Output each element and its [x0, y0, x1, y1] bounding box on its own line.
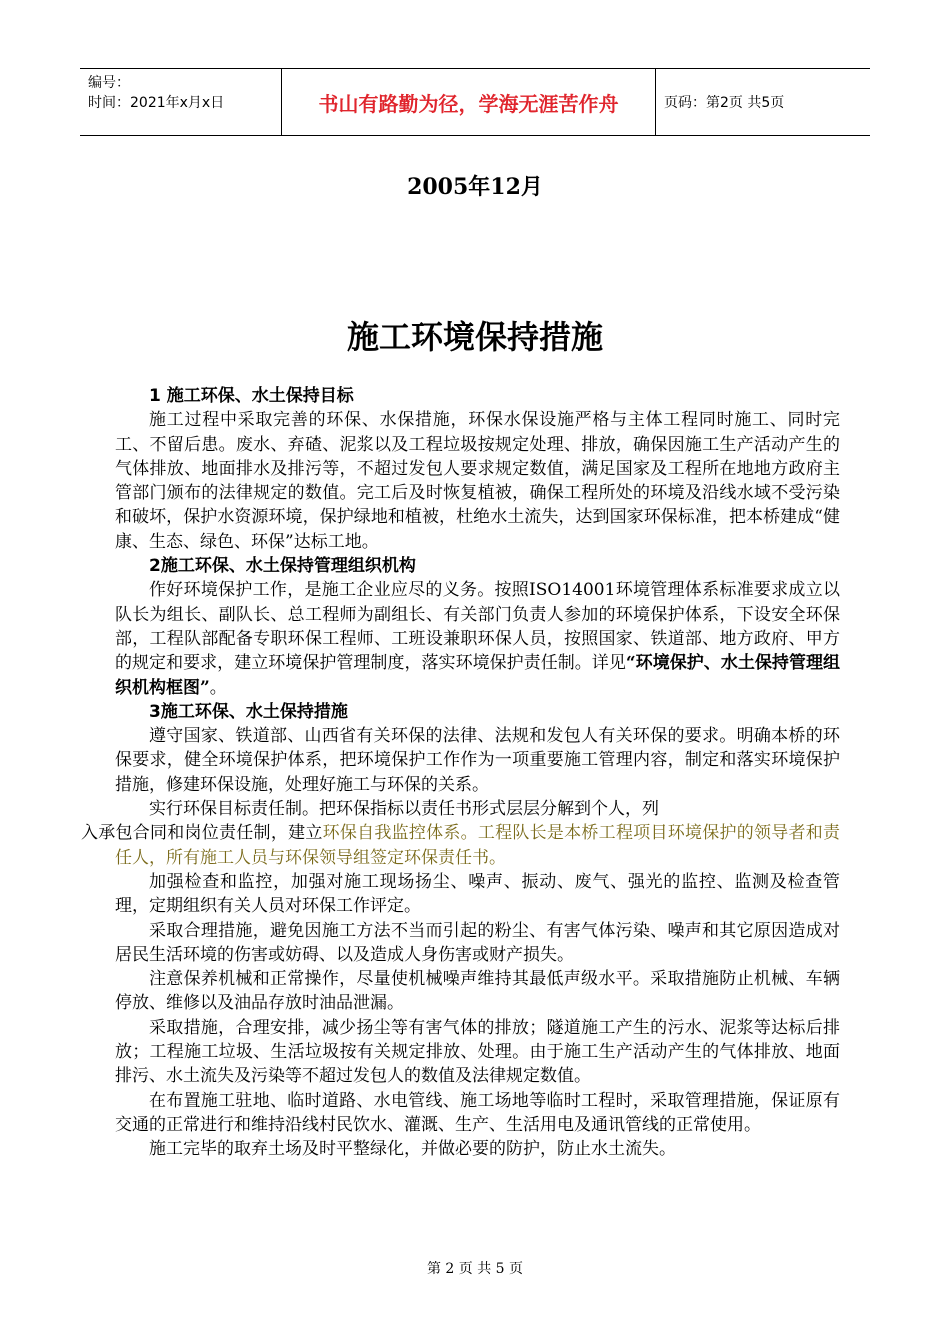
section-heading-1: 1 施工环保、水土保持目标 — [149, 386, 354, 406]
date-line: 2005年12月 — [407, 174, 543, 200]
page-label: 页码：第2页 共5页 — [664, 95, 785, 111]
paragraph: 注意保养机械和正常操作，尽量使机械噪声维持其最低声级水平。采取措施防止机械、车辆停放、维修以及油品存放时油品泄漏。 — [115, 969, 840, 1014]
document-body — [81, 384, 841, 1162]
text-run: 。 — [209, 677, 227, 698]
document-title: 施工环境保持措施 — [346, 318, 603, 356]
paragraph: 遵守国家、铁道部、山西省有关环保的法律、法规和发包人有关环保的要求。明确本桥的环保要求，健全环境保护体系，把环境保护工作作为一项重要施工管理内容，制定和落实环境保护措施，修建环保设施，处理好施工与环保的关系。 — [115, 726, 840, 795]
time-label: 时间：2021年x月x日 — [88, 95, 225, 111]
motto: 书山有路勤为径，学海无涯苦作舟 — [282, 69, 656, 135]
paragraph: 在布置施工驻地、临时道路、水电管线、施工场地等临时工程时，采取管理措施，保证原有交通的正常进行和维持沿线村民饮水、灌溉、生产、生活用电及通讯管线的正常使用。 — [115, 1090, 840, 1135]
text-run: 作好环境保护工作，是施工企业应尽的义务。按照ISO14001环境管理体系标准要求成立以队长为组长、副队长、总工程师为副组长、有关部门负责人参加的环境保护体系，下设安全环保部，工程队部配备专职环保工程师、工班设兼职环保人员，按照国家、铁道部、地方政府、甲方的规定和要求，建立环境保护管理制度，落实环境保护责任制。详见 — [115, 580, 840, 674]
diagram-reference: “环境保护、水土保持管理组织机构框图” — [115, 653, 841, 698]
text-run: 入承包合同和岗位责任制，建立 — [81, 823, 323, 844]
header-left-cell — [80, 69, 282, 135]
paragraph: 施工过程中采取完善的环保、水保措施，环保水保设施严格与主体工程同时施工、同时完工、不留后患。废水、弃碴、泥浆以及工程垃圾按规定处理、排放，确保因施工生产活动产生的气体排放、地面排水及排污等，不超过发包人要求规定数值，满足国家及工程所在地地方政府主管部门颁布的法律规定的数值。完工后及时恢复植被，确保工程所处的环境及沿线水域不受污染和破坏，保护水资源环境，保护绿地和植被，杜绝水土流失，达到国家环保标准，把本桥建成“健康、生态、绿色、环保”达标工地。 — [115, 410, 840, 552]
paragraph: 加强检查和监控，加强对施工现场扬尘、噪声、振动、废气、强光的监控、监测及检查管理，定期组织有关人员对环保工作评定。 — [115, 871, 840, 917]
paragraph: 施工完毕的取弃土场及时平整绿化，并做必要的防护，防止水土流失。 — [149, 1139, 676, 1160]
paragraph: 采取措施，合理安排，减少扬尘等有害气体的排放；隧道施工产生的污水、泥浆等达标后排放；工程施工垃圾、生活垃圾按有关规定排放、处理。由于施工生产活动产生的气体排放、地面排污、水土流失及污染等不超过发包人的数值及法律规定数值。 — [115, 1017, 840, 1087]
highlighted-text: 环保自我监控体系。工程队长是本桥工程项目环境保护的领导者和责任人，所有施工人员与环保领导组签定环保责任书。 — [115, 823, 841, 868]
paragraph — [81, 797, 841, 870]
text-run: 实行环保目标责任制。把环保指标以责任书形式层层分解到个人，列 — [149, 799, 659, 820]
section-heading-3: 3施工环保、水土保持措施 — [149, 701, 348, 722]
code-label: 编号： — [88, 75, 130, 91]
section-heading-2: 2施工环保、水土保持管理组织机构 — [149, 556, 416, 577]
paragraph: 采取合理措施，避免因施工方法不当而引起的粉尘、有害气体污染、噪声和其它原因造成对居民生活环境的伤害或妨碍、以及造成人身伤害或财产损失。 — [115, 920, 840, 965]
page-footer: 第 2 页 共 5 页 — [426, 1261, 524, 1277]
paragraph — [115, 578, 840, 699]
header-table — [80, 68, 870, 136]
